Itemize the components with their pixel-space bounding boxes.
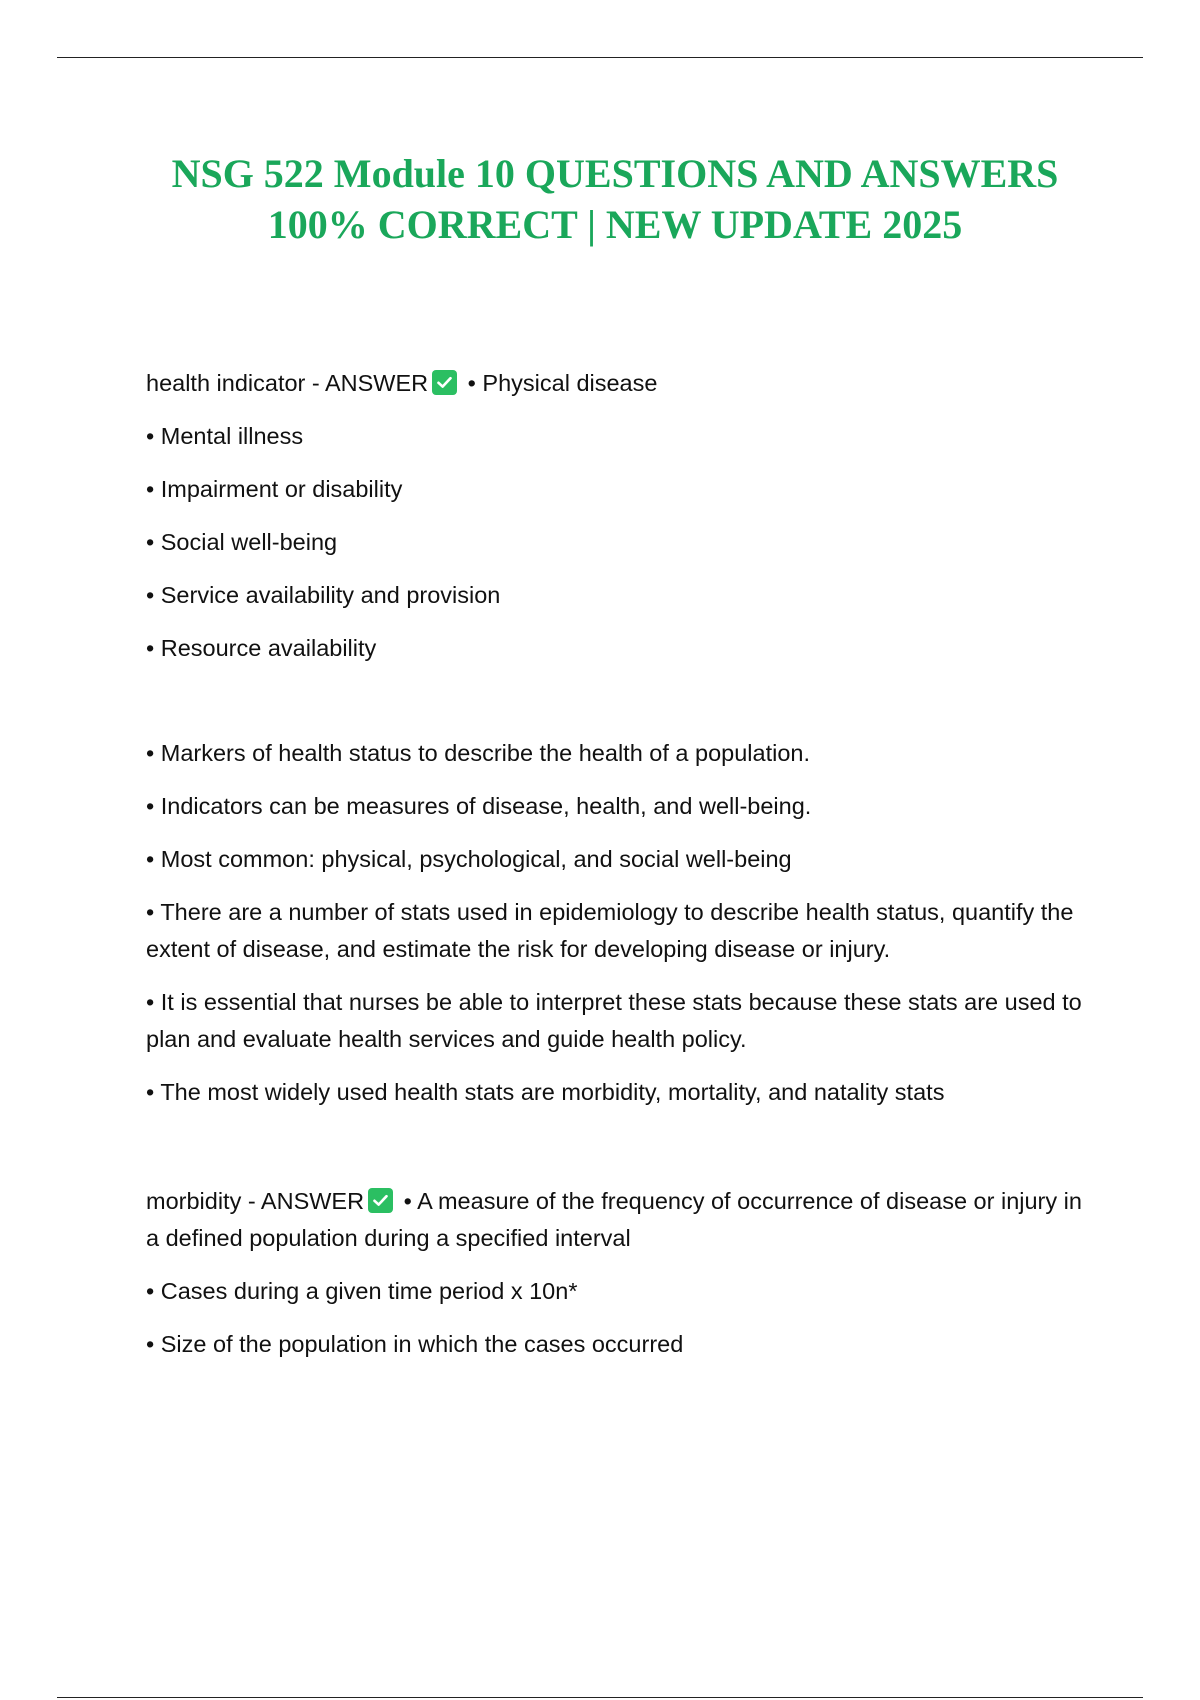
list-item: • Size of the population in which the cases occurred: [146, 1331, 684, 1357]
check-mark-icon: [432, 370, 457, 395]
list-item: • Most common: physical, psychological, and social well-being: [146, 846, 792, 872]
list-item: • The most widely used health stats are morbidity, mortality, and natality stats: [146, 1079, 945, 1105]
term-label: morbidity - ANSWER: [146, 1188, 365, 1214]
document-body: [146, 365, 1096, 1379]
list-item: • Resource availability: [146, 635, 377, 661]
question-health-indicator: [146, 365, 1096, 402]
top-rule: [57, 57, 1143, 58]
list-item: • There are a number of stats used in epidemiology to describe health status, quantify the extent of disease, and estimate the risk for developing disease or injury.: [146, 899, 1074, 962]
bottom-rule: [57, 1697, 1143, 1698]
list-item: • Impairment or disability: [146, 476, 403, 502]
list-item: • Indicators can be measures of disease, health, and well-being.: [146, 793, 812, 819]
section-spacer: [146, 1127, 1096, 1183]
list-item: • Service availability and provision: [146, 582, 501, 608]
term-label: health indicator - ANSWER: [146, 370, 429, 396]
question-morbidity: [146, 1183, 1096, 1257]
answer-first-line: • A measure of the frequency of occurrence of disease or injury in a defined population during a specified interval: [146, 1188, 1082, 1251]
list-item: • Mental illness: [146, 423, 304, 449]
document-title: NSG 522 Module 10 QUESTIONS AND ANSWERS 100% CORRECT | NEW UPDATE 2025: [171, 151, 1059, 247]
list-item: • It is essential that nurses be able to interpret these stats because these stats are used to plan and evaluate health services and guide health policy.: [146, 989, 1082, 1052]
list-item: • Social well-being: [146, 529, 338, 555]
list-item: • Cases during a given time period x 10n*: [146, 1278, 578, 1304]
check-mark-icon: [368, 1188, 393, 1213]
answer-first-line: • Physical disease: [467, 370, 658, 396]
list-item: • Markers of health status to describe the health of a population.: [146, 740, 811, 766]
section-spacer: [146, 683, 1096, 735]
